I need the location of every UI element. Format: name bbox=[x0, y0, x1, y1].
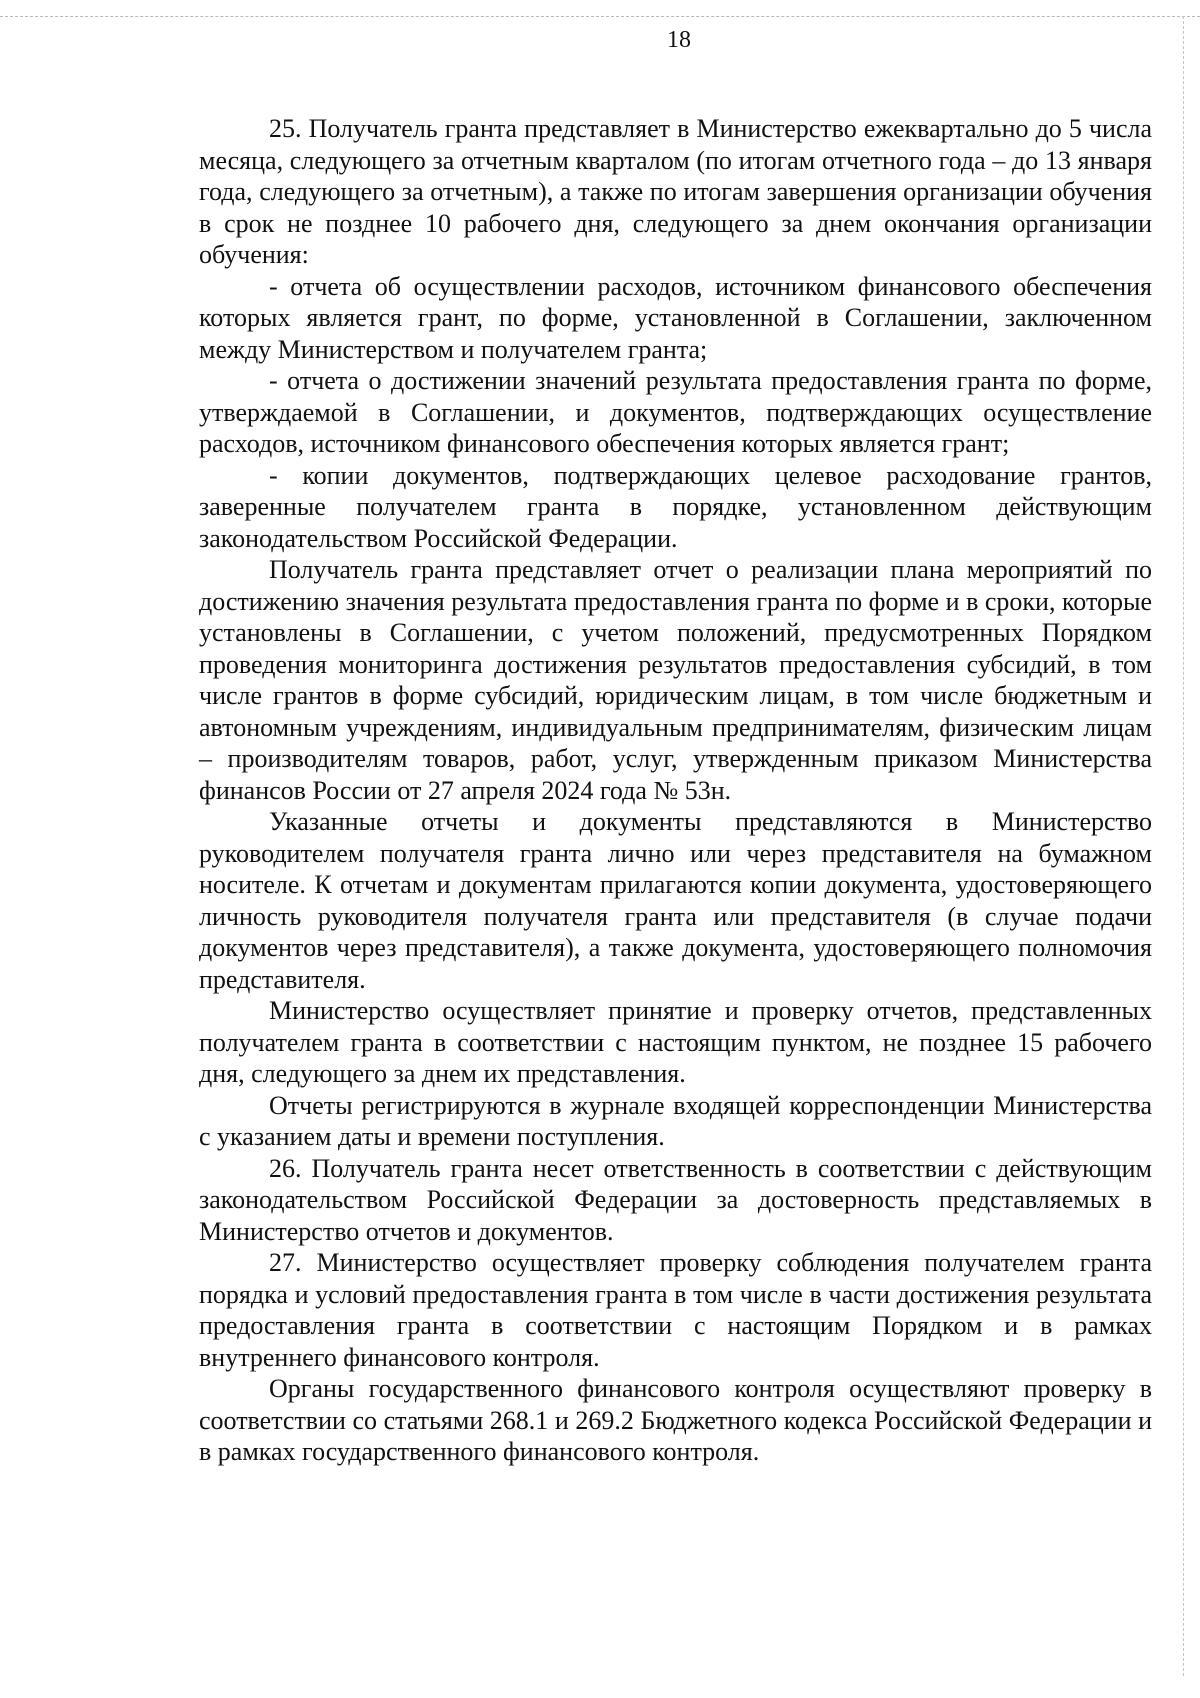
list-item-result-report: - отчета о достижении значений результата предоставления гранта по форме, утверждаемой в Соглашении, и документов, подтверждающих осуществление расходов, источником финансового обеспечения которых является грант; bbox=[199, 366, 1152, 458]
document-body bbox=[199, 113, 1152, 1468]
paragraph-action-plan-report: Получатель гранта представляет отчет о реализации плана мероприятий по достижению значения результата предоставления гранта по форме и в сроки, которые установлены в Соглашении, с учетом положений, предусмотренных Порядком проведения мониторинга достижения результатов предоставления субсидий, в том числе грантов в форме субсидий, юридическим лицам, в том числе бюджетным и автономным учреждениям, индивидуальным предпринимателям, физическим лицам – производителям товаров, работ, услуг, утвержденным приказом Министерства финансов России от 27 апреля 2024 года № 53н. bbox=[199, 555, 1152, 805]
paragraph-state-control: Органы государственного финансового контроля осуществляют проверку в соответствии со статьями 268.1 и 269.2 Бюджетного кодекса Российской Федерации и в рамках государственного финансового контроля. bbox=[199, 1374, 1152, 1466]
paragraph-25: 25. Получатель гранта представляет в Министерство ежеквартально до 5 числа месяца, следующего за отчетным кварталом (по итогам отчетного года – до 13 января года, следующего за отчетным), а также по итогам завершения организации обучения в срок не позднее 10 рабочего дня, следующего за днем окончания организации обучения: bbox=[199, 114, 1152, 269]
paragraph-report-review: Министерство осуществляет принятие и проверку отчетов, представленных получателем гранта в соответствии с настоящим пунктом, не позднее 15 рабочего дня, следующего за днем их представления. bbox=[199, 996, 1152, 1088]
scan-right-edge bbox=[1183, 16, 1184, 1676]
paragraph-26: 26. Получатель гранта несет ответственность в соответствии с действующим законодательством Российской Федерации за достоверность представляемых в Министерство отчетов и документов. bbox=[199, 1153, 1152, 1246]
list-item-expense-report: - отчета об осуществлении расходов, источником финансового обеспечения которых является грант, по форме, установленной в Соглашении, заключенном между Министерством и получателем гранта; bbox=[199, 271, 1152, 364]
scan-top-edge bbox=[0, 16, 1200, 17]
page-number: 18 bbox=[667, 27, 691, 53]
paragraph-submission-method: Указанные отчеты и документы представляются в Министерство руководителем получателя гранта лично или через представителя на бумажном носителе. К отчетам и документам прилагаются копии документа, удостоверяющего личность руководителя получателя гранта или представителя (в случае подачи документов через представителя), а также документа, удостоверяющего полномочия представителя. bbox=[199, 807, 1152, 994]
list-item-document-copies: - копии документов, подтверждающих целевое расходование грантов, заверенные получателем гранта в порядке, установленном действующим законодательством Российской Федерации. bbox=[199, 460, 1152, 553]
paragraph-27: 27. Министерство осуществляет проверку соблюдения получателем гранта порядка и условий предоставления гранта в том числе в части достижения результата предоставления гранта в соответствии с настоящим Порядком и в рамках внутреннего финансового контроля. bbox=[199, 1248, 1152, 1372]
paragraph-report-registration: Отчеты регистрируются в журнале входящей корреспонденции Министерства с указанием даты и времени поступления. bbox=[199, 1090, 1152, 1151]
